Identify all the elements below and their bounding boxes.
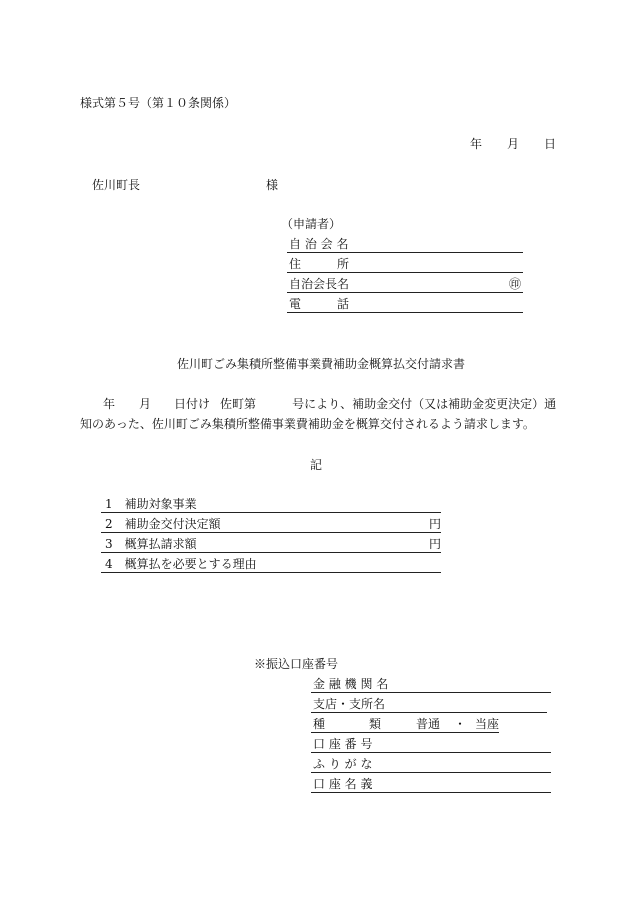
applicant-assoc-name-field [287, 236, 523, 253]
item-label-1: 1 補助対象事業 [105, 497, 197, 511]
date-line [470, 136, 556, 152]
bank-account-number-field [311, 736, 551, 753]
bank-type-label-a: 種 [313, 717, 326, 731]
bank-account-name-label: 口 座 名 義 [313, 777, 373, 791]
item-label-3: 3 概算払請求額 [105, 537, 197, 551]
item-unit-3: 円 [429, 537, 442, 551]
applicant-phone-label-a: 電 [289, 297, 302, 311]
bank-type-label-b: 類 [369, 717, 382, 731]
addressee-name: 佐川町長 [92, 178, 141, 192]
bank-type-option-current: 当座 [475, 717, 500, 731]
body-dated: 日付け [174, 397, 211, 411]
bank-account-number-label: 口 座 番 号 [313, 737, 373, 751]
item-label-2: 2 補助金交付決定額 [105, 517, 221, 531]
applicant-phone-label-b: 話 [337, 297, 350, 311]
applicant-address-field [287, 256, 523, 273]
applicant-phone-field [287, 296, 523, 313]
bank-account-name-field [311, 776, 551, 793]
addressee-honorific: 様 [266, 178, 279, 192]
applicant-leader-field [287, 276, 523, 293]
item-label-4: 4 概算払を必要とする理由 [105, 557, 257, 571]
form-number: 様式第５号（第１０条関係） [80, 96, 237, 110]
body-line-1 [103, 396, 556, 412]
item-row-3 [101, 536, 441, 553]
bank-furigana-field [311, 756, 551, 773]
date-day: 日 [544, 137, 557, 151]
item-row-1 [101, 496, 441, 513]
bank-type-field [311, 716, 499, 733]
body-office: 佐町第 [220, 397, 257, 411]
applicant-heading: （申請者） [281, 217, 342, 231]
applicant-address-label-a: 住 [289, 257, 302, 271]
item-unit-2: 円 [429, 517, 442, 531]
applicant-assoc-name-label: 自 治 会 名 [289, 237, 349, 251]
applicant-address-label-b: 所 [337, 257, 350, 271]
seal-mark: ㊞ [509, 277, 522, 291]
item-row-2 [101, 516, 441, 533]
bank-heading: ※振込口座番号 [254, 657, 339, 671]
ki-heading: 記 [310, 458, 323, 472]
bank-furigana-label: ふ り が な [313, 757, 373, 771]
bank-branch-label: 支店・支所名 [313, 697, 386, 711]
date-year: 年 [470, 137, 483, 151]
date-month: 月 [507, 137, 520, 151]
body-rest: 号により、補助金交付（又は補助金変更決定）通 [292, 397, 557, 411]
item-row-4 [101, 556, 441, 573]
document-title: 佐川町ごみ集積所整備事業費補助金概算払交付請求書 [177, 357, 466, 371]
bank-institution-label: 金 融 機 関 名 [313, 677, 389, 691]
body-month: 月 [139, 397, 152, 411]
body-line-2: 知のあった、佐川町ごみ集積所整備事業費補助金を概算交付されるよう請求します。 [80, 417, 535, 431]
bank-branch-field [311, 696, 547, 713]
bank-type-separator: ・ [454, 717, 467, 731]
bank-institution-field [311, 676, 551, 693]
bank-type-option-ordinary: 普通 [416, 717, 441, 731]
applicant-leader-label: 自治会長名 [289, 277, 350, 291]
body-year: 年 [103, 397, 116, 411]
